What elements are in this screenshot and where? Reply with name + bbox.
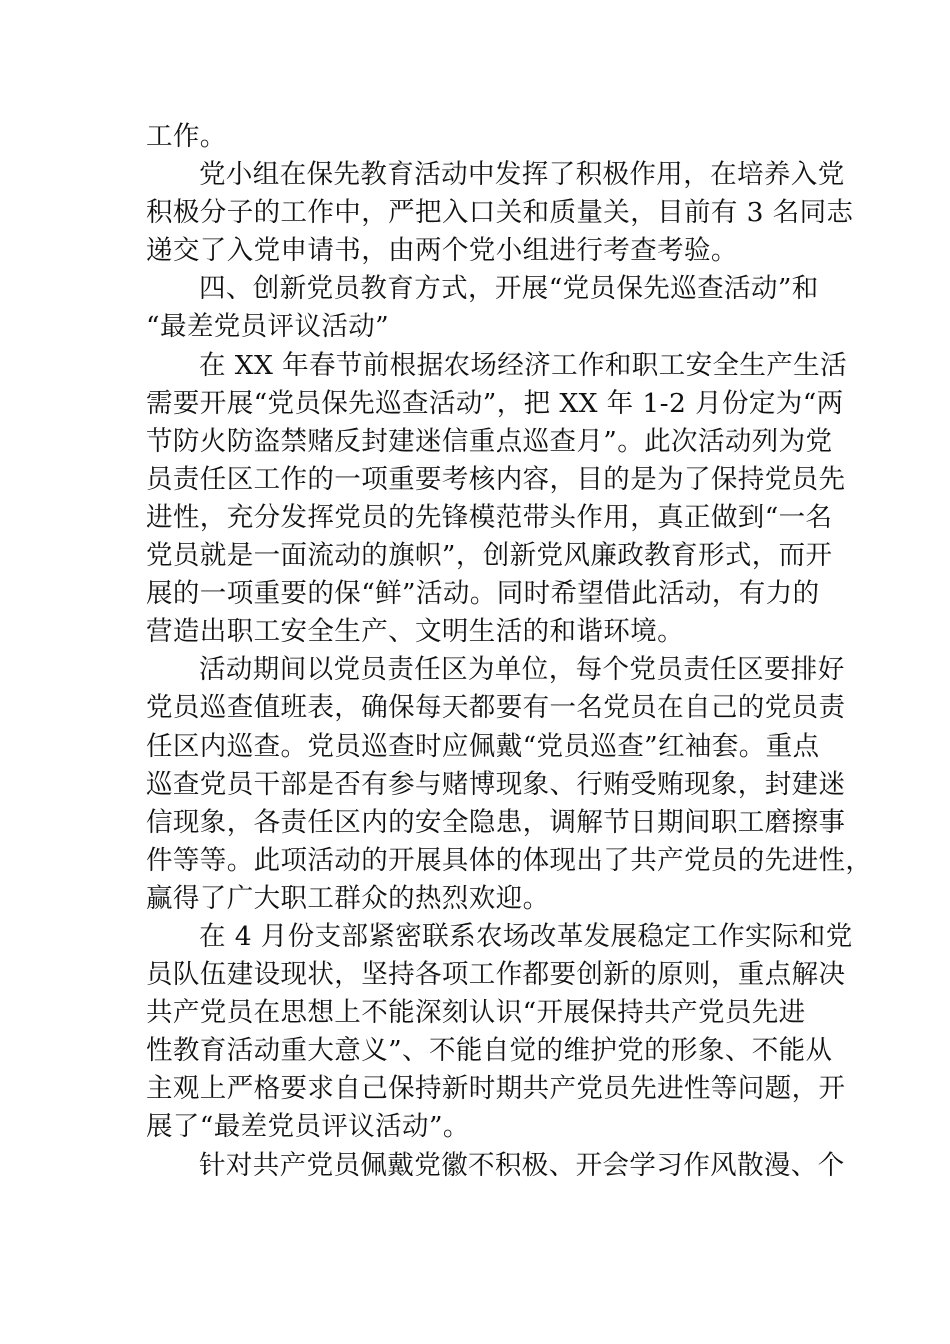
text-line: 党员巡查值班表，确保每天都要有一名党员在自己的党员责 [146,692,846,724]
text-line: 积极分子的工作中，严把入口关和质量关，目前有 3 名同志 [146,197,854,229]
text-line: 共产党员在思想上不能深刻认识“开展保持共产党员先进 [146,997,806,1029]
text-line: “最差党员评议活动” [146,311,390,343]
text-line: 任区内巡查。党员巡查时应佩戴“党员巡查”红袖套。重点 [146,730,820,762]
text-line: 活动期间以党员责任区为单位，每个党员责任区要排好 [199,654,845,686]
text-line: 员责任区工作的一项重要考核内容，目的是为了保持党员先 [146,463,846,495]
text-line: 工作。 [146,121,227,152]
text-line: 递交了入党申请书，由两个党小组进行考查考验。 [146,235,738,267]
text-line: 展的一项重要的保“鲜”活动。同时希望借此活动，有力的 [146,578,820,610]
text-line: 节防火防盗禁赌反封建迷信重点巡查月”。此次活动列为党 [146,425,833,457]
text-line: 在 4 月份支部紧密联系农场改革发展稳定工作实际和党 [199,920,853,952]
text-line: 进性，充分发挥党员的先锋模范带头作用，真正做到“一名 [146,501,833,533]
text-line: 党员就是一面流动的旗帜”，创新党风廉政教育形式，而开 [146,540,833,572]
text-line: 需要开展“党员保先巡查活动”，把 XX 年 1-2 月份定为“两 [146,387,844,419]
text-line: 巡查党员干部是否有参与赌博现象、行贿受贿现象，封建迷 [146,768,846,800]
text-line: 针对共产党员佩戴党徽不积极、开会学习作风散漫、个 [199,1149,845,1181]
text-line: 在 XX 年春节前根据农场经济工作和职工安全生产生活 [199,349,847,381]
text-line: 展了“最差党员评议活动”。 [146,1111,470,1143]
text-line: 主观上严格要求自己保持新时期共产党员先进性等问题，开 [146,1073,846,1105]
text-line: 件等等。此项活动的开展具体的体现出了共产党员的先进性， [146,844,873,876]
text-line: 营造出职工安全生产、文明生活的和谐环境。 [146,616,684,648]
document-body [146,118,873,1185]
text-line: 党小组在保先教育活动中发挥了积极作用，在培养入党 [199,159,845,191]
text-line: 信现象，各责任区内的安全隐患，调解节日期间职工磨擦事 [146,806,846,838]
text-line: 四、创新党员教育方式，开展“党员保先巡查活动”和 [199,273,819,305]
text-line: 性教育活动重大意义”、不能自觉的维护党的形象、不能从 [146,1035,833,1067]
text-line: 员队伍建设现状，坚持各项工作都要创新的原则，重点解决 [146,959,846,991]
text-line: 赢得了广大职工群众的热烈欢迎。 [146,882,550,914]
